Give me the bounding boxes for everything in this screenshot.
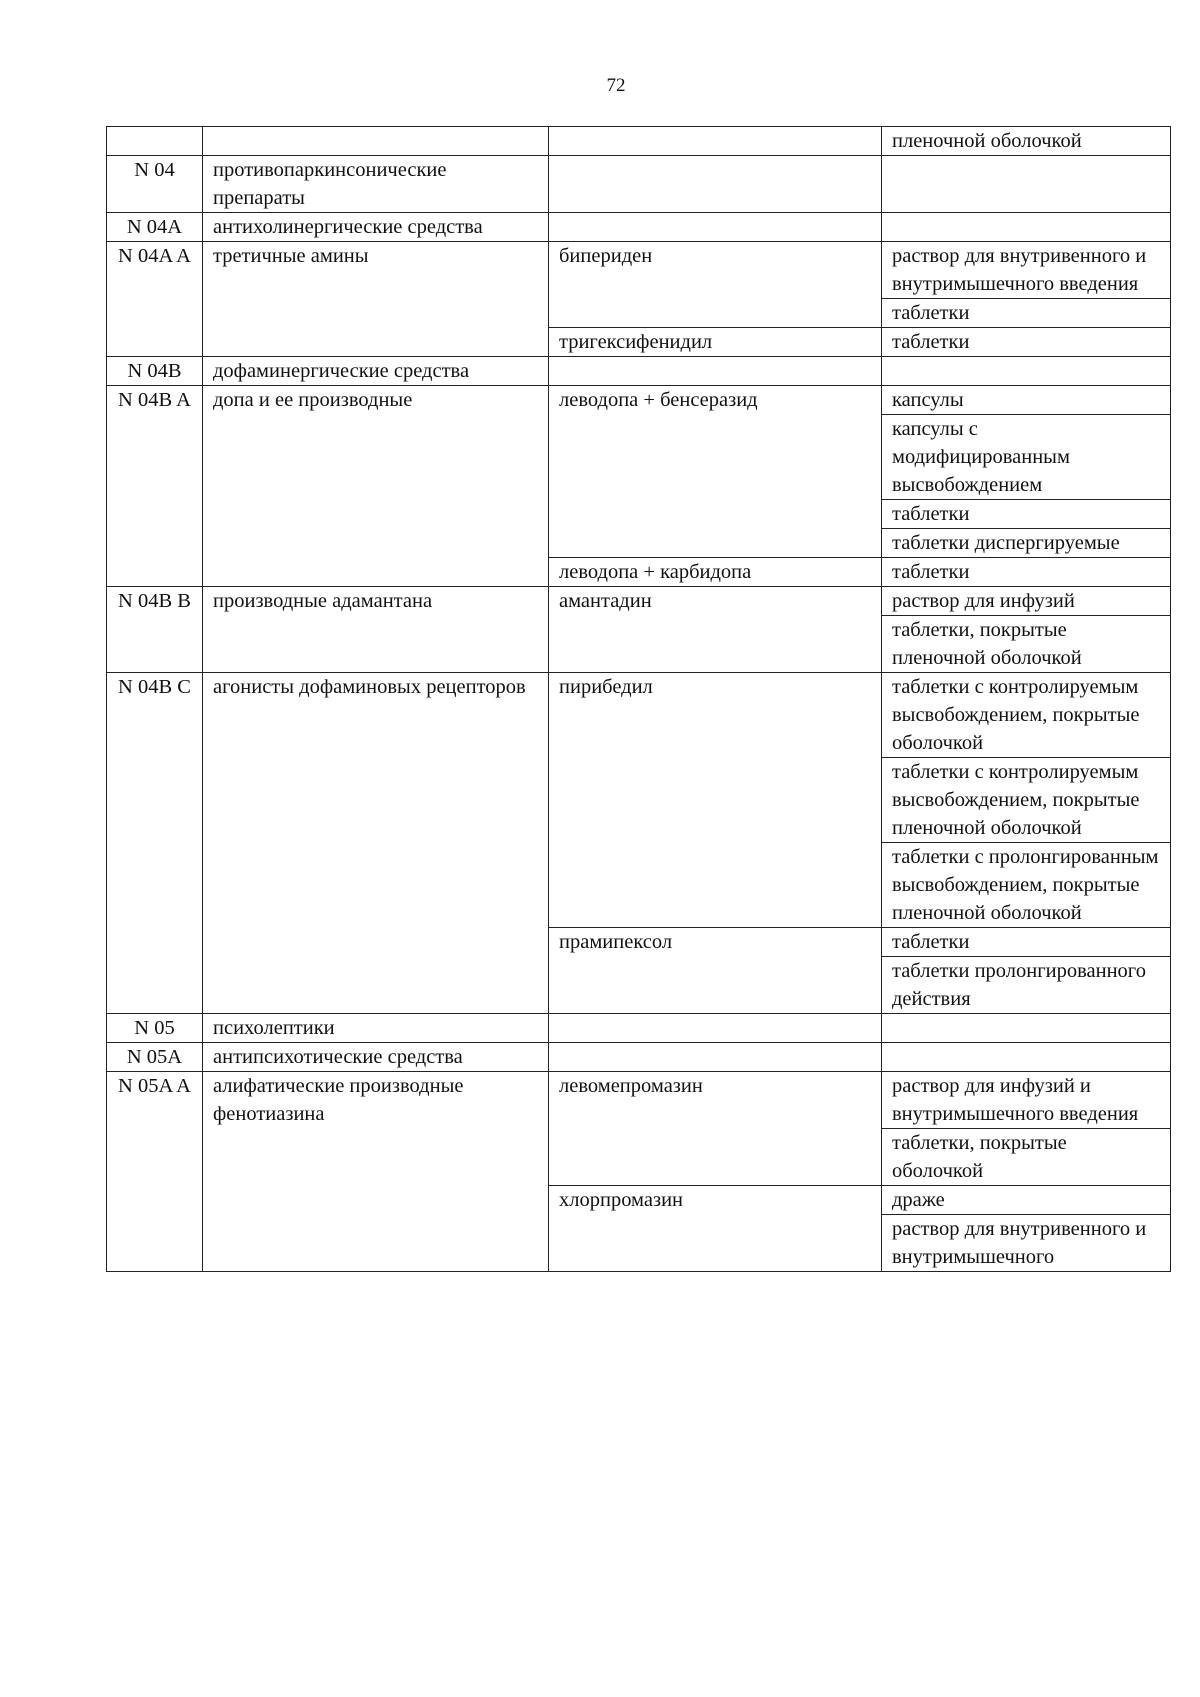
dosage-forms-cell bbox=[882, 1186, 1171, 1272]
dosage-form-item: таблетки, покрытые пленочной оболочкой bbox=[892, 619, 1082, 669]
drug-name-cell bbox=[549, 1014, 882, 1043]
dosage-form-item: таблетки bbox=[892, 561, 970, 583]
dosage-form-item bbox=[882, 1014, 1170, 1042]
drug-name-cell: прамипексол bbox=[549, 928, 882, 1014]
dosage-form-item: капсулы с модифицированным высвобождением bbox=[882, 415, 1170, 500]
dosage-forms-cell bbox=[882, 1014, 1171, 1043]
atc-code-cell: N 05 bbox=[107, 1014, 203, 1043]
table-row bbox=[107, 386, 1171, 558]
dosage-forms-cell bbox=[882, 928, 1171, 1014]
drug-name-cell bbox=[549, 213, 882, 242]
atc-code-cell: N 04B bbox=[107, 357, 203, 386]
dosage-form-item: таблетки диспергируемые bbox=[892, 532, 1120, 554]
anatomical-therapeutic-group-cell: алифатические производные фенотиазина bbox=[203, 1072, 549, 1272]
drug-name-cell: амантадин bbox=[549, 587, 882, 673]
drug-name-cell: тригексифенидил bbox=[549, 328, 882, 357]
table-row bbox=[107, 156, 1171, 213]
dosage-form-item bbox=[882, 156, 1170, 184]
table-row bbox=[107, 357, 1171, 386]
atc-code-cell: N 04B B bbox=[107, 587, 203, 673]
dosage-forms-cell bbox=[882, 328, 1171, 357]
dosage-forms-cell bbox=[882, 357, 1171, 386]
anatomical-therapeutic-group-cell: антипсихотические средства bbox=[203, 1043, 549, 1072]
table-row bbox=[107, 1043, 1171, 1072]
atc-code-cell: N 04B C bbox=[107, 673, 203, 1014]
dosage-form-item: таблетки bbox=[892, 302, 970, 324]
page-number: 72 bbox=[606, 75, 626, 96]
dosage-forms-cell bbox=[882, 156, 1171, 213]
table-row bbox=[107, 673, 1171, 928]
dosage-form-item: таблетки с контролируемым высвобождением, покрытые оболочкой bbox=[882, 673, 1170, 758]
dosage-forms-cell bbox=[882, 386, 1171, 558]
atc-code-cell: N 04 bbox=[107, 156, 203, 213]
table-row bbox=[107, 213, 1171, 242]
dosage-form-item: раствор для внутривенного и внутримышечного введения bbox=[882, 242, 1170, 299]
drug-name-cell: леводопа + карбидопа bbox=[549, 558, 882, 587]
dosage-forms-cell bbox=[882, 1072, 1171, 1186]
atc-code-cell: N 04B A bbox=[107, 386, 203, 587]
anatomical-therapeutic-group-cell: третичные амины bbox=[203, 242, 549, 357]
drug-name-cell bbox=[549, 1043, 882, 1072]
table-row bbox=[107, 242, 1171, 328]
drug-list-table bbox=[106, 126, 1171, 1272]
dosage-forms-cell bbox=[882, 242, 1171, 328]
dosage-form-item: капсулы bbox=[882, 386, 1170, 415]
drug-name-cell: бипериден bbox=[549, 242, 882, 328]
atc-code-cell: N 05A bbox=[107, 1043, 203, 1072]
dosage-form-item: таблетки, покрытые оболочкой bbox=[892, 1132, 1067, 1182]
dosage-form-item: раствор для внутривенного и внутримышечного bbox=[892, 1218, 1147, 1268]
anatomical-therapeutic-group-cell: антихолинергические средства bbox=[203, 213, 549, 242]
anatomical-therapeutic-group-cell: дофаминергические средства bbox=[203, 357, 549, 386]
atc-code-cell: N 04A A bbox=[107, 242, 203, 357]
dosage-form-item: таблетки с контролируемым высвобождением, покрытые пленочной оболочкой bbox=[882, 758, 1170, 843]
drug-name-cell: леводопа + бенсеразид bbox=[549, 386, 882, 558]
table-row bbox=[107, 127, 1171, 156]
drug-name-cell: пирибедил bbox=[549, 673, 882, 928]
drug-name-cell bbox=[549, 127, 882, 156]
dosage-form-item: драже bbox=[882, 1186, 1170, 1215]
dosage-form-item: таблетки bbox=[882, 928, 1170, 957]
dosage-form-item: пленочной оболочкой bbox=[892, 130, 1082, 152]
dosage-form-item: таблетки с пролонгированным высвобождением, покрытые пленочной оболочкой bbox=[892, 846, 1159, 924]
dosage-form-item bbox=[882, 1043, 1170, 1071]
dosage-form-item: таблетки bbox=[892, 331, 970, 353]
table-body bbox=[107, 127, 1171, 1272]
anatomical-therapeutic-group-cell: агонисты дофаминовых рецепторов bbox=[203, 673, 549, 1014]
dosage-forms-cell bbox=[882, 673, 1171, 928]
atc-code-cell: N 05A A bbox=[107, 1072, 203, 1272]
drug-name-cell bbox=[549, 357, 882, 386]
dosage-form-item: раствор для инфузий и внутримышечного введения bbox=[882, 1072, 1170, 1129]
dosage-form-item: таблетки bbox=[882, 500, 1170, 529]
dosage-forms-cell bbox=[882, 127, 1171, 156]
dosage-forms-cell bbox=[882, 213, 1171, 242]
drug-name-cell bbox=[549, 156, 882, 213]
dosage-forms-cell bbox=[882, 587, 1171, 673]
table-row bbox=[107, 1014, 1171, 1043]
anatomical-therapeutic-group-cell: противопаркинсонические препараты bbox=[203, 156, 549, 213]
dosage-form-item bbox=[882, 357, 1170, 385]
dosage-form-item: раствор для инфузий bbox=[882, 587, 1170, 616]
atc-code-cell: N 04A bbox=[107, 213, 203, 242]
dosage-forms-cell bbox=[882, 558, 1171, 587]
table-row bbox=[107, 587, 1171, 673]
anatomical-therapeutic-group-cell bbox=[203, 127, 549, 156]
anatomical-therapeutic-group-cell: производные адамантана bbox=[203, 587, 549, 673]
drug-name-cell: хлорпромазин bbox=[549, 1186, 882, 1272]
atc-code-cell bbox=[107, 127, 203, 156]
dosage-form-item bbox=[882, 213, 1170, 241]
anatomical-therapeutic-group-cell: психолептики bbox=[203, 1014, 549, 1043]
drug-name-cell: левомепромазин bbox=[549, 1072, 882, 1186]
dosage-form-item: таблетки пролонгированного действия bbox=[892, 960, 1146, 1010]
anatomical-therapeutic-group-cell: допа и ее производные bbox=[203, 386, 549, 587]
table-row bbox=[107, 1072, 1171, 1186]
dosage-forms-cell bbox=[882, 1043, 1171, 1072]
